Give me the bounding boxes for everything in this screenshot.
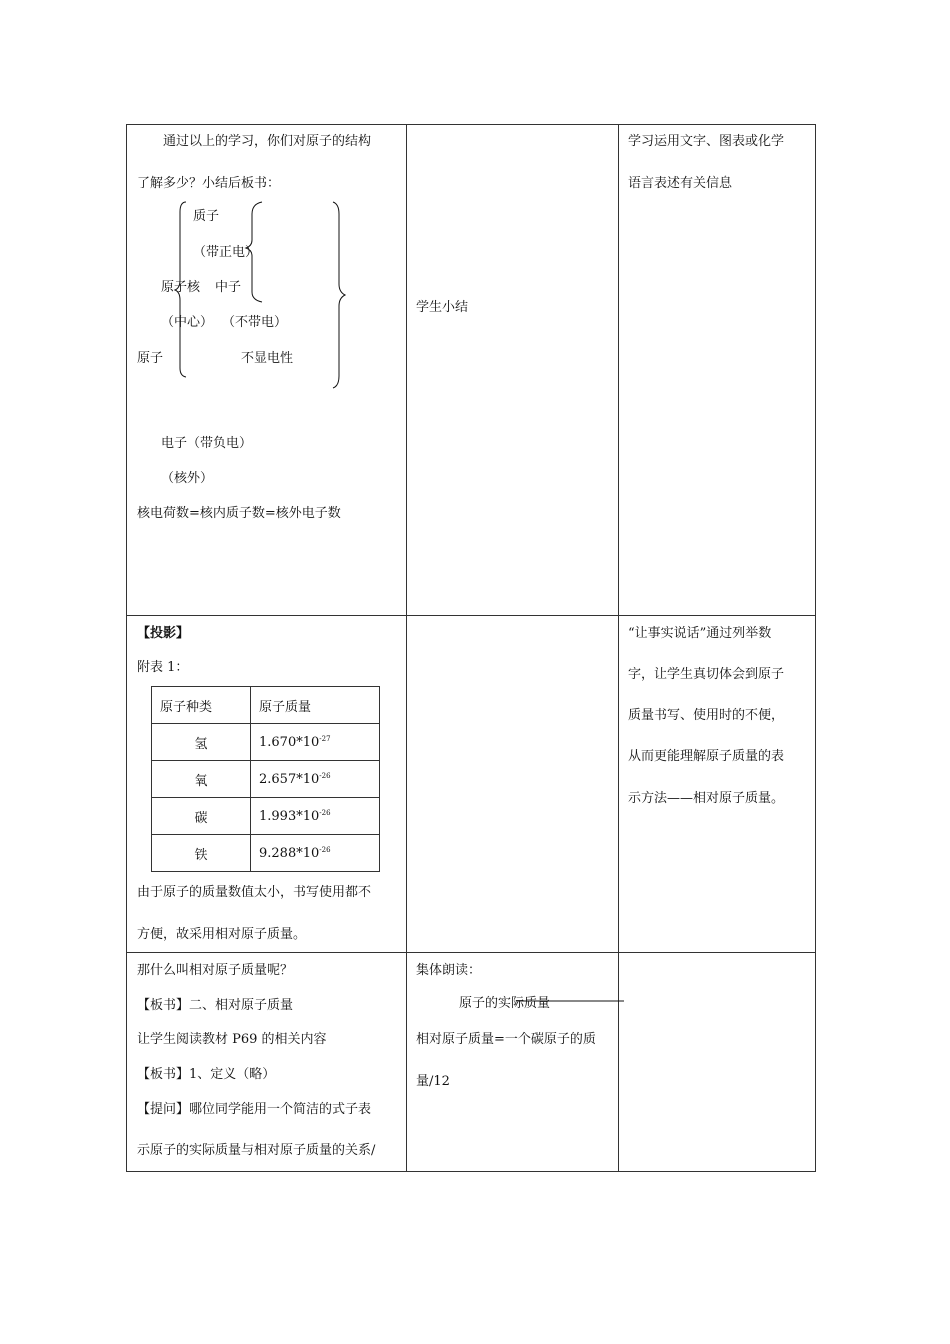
- neutron-label: 中子: [215, 280, 242, 295]
- mass-cell: $9.288*10^{-26}$: [251, 835, 380, 872]
- mass-cell: $1.993*10^{-26}$: [251, 798, 380, 835]
- row3-line6: 示原子的实际质量与相对原子质量的关系/: [137, 1143, 376, 1158]
- table-row: [152, 798, 380, 835]
- mass-cell: $2.657*10^{-26}$: [251, 761, 380, 798]
- electron-position-label: （核外）: [161, 471, 214, 486]
- row2-note-line2: 字，让学生真切体会到原子: [628, 667, 785, 682]
- table-header-row: [152, 687, 380, 724]
- electron-label: 电子（带负电）: [161, 436, 253, 451]
- mass-cell: $1.670*10^{-27}$: [251, 724, 380, 761]
- mass-explanation-line1: 由于原子的质量数值太小，书写使用都不: [137, 885, 372, 900]
- neutral-label: 不显电性: [241, 351, 294, 366]
- formula-line1: 相对原子质量=一个碳原子的质: [416, 1032, 596, 1047]
- formula-numerator: 原子的实际质量: [459, 996, 551, 1011]
- table-row: [152, 724, 380, 761]
- charge-equation: 核电荷数=核内质子数=核外电子数: [137, 506, 341, 521]
- row1-note-line2: 语言表述有关信息: [628, 176, 733, 191]
- collective-reading: 集体朗读：: [416, 963, 482, 978]
- table-row: [152, 835, 380, 872]
- table-row: [152, 761, 380, 798]
- element-cell: 氢: [152, 724, 251, 761]
- element-cell: 铁: [152, 835, 251, 872]
- neutron-charge-label: （不带电）: [222, 315, 288, 330]
- element-cell: 氧: [152, 761, 251, 798]
- row2-note-line1: “让事实说话”通过列举数: [628, 626, 772, 641]
- proton-charge-label: （带正电）: [193, 245, 259, 260]
- table-title: 附表 1：: [137, 660, 189, 675]
- formula-line2: 量/12: [416, 1074, 450, 1089]
- row1-note-line1: 学习运用文字、图表或化学: [628, 134, 785, 149]
- header-atom-mass: 原子质量: [251, 687, 380, 724]
- row3-line4: 【板书】1、定义（略）: [137, 1067, 276, 1082]
- projection-tag: 【投影】: [137, 626, 190, 641]
- summary-intro-line1: 通过以上的学习，你们对原子的结构: [163, 134, 372, 149]
- row3-line2: 【板书】二、相对原子质量: [137, 998, 294, 1013]
- row3-line3: 让学生阅读教材 P69 的相关内容: [137, 1032, 327, 1047]
- proton-label: 质子: [193, 209, 220, 224]
- mass-explanation-line2: 方便，故采用相对原子质量。: [137, 927, 307, 942]
- row2-note-line4: 从而更能理解原子质量的表: [628, 749, 785, 764]
- summary-intro-line2: 了解多少？小结后板书：: [137, 176, 281, 191]
- row2-note-line3: 质量书写、使用时的不便，: [628, 708, 785, 723]
- atom-label: 原子: [137, 351, 164, 366]
- atomic-mass-table: [151, 686, 380, 872]
- student-summary: 学生小结: [416, 300, 469, 315]
- nucleus-label: 原子核: [161, 280, 201, 295]
- row3-line1: 那什么叫相对原子质量呢？: [137, 963, 294, 978]
- nucleus-center-label: （中心）: [161, 315, 214, 330]
- header-atom-type: 原子种类: [152, 687, 251, 724]
- element-cell: 碳: [152, 798, 251, 835]
- row2-note-line5: 示方法——相对原子质量。: [628, 791, 785, 806]
- row3-line5: 【提问】哪位同学能用一个简洁的式子表: [137, 1102, 372, 1117]
